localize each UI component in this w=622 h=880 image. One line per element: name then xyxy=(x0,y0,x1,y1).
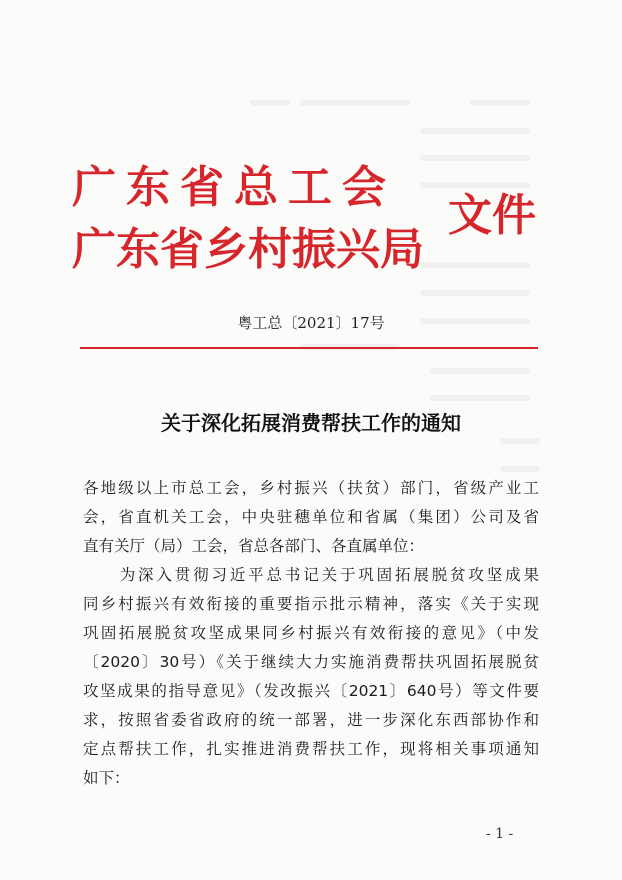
body-line: 攻坚成果的指导意见》（发改振兴〔2021〕640号）等文件要 xyxy=(83,682,539,700)
addressee-line: 直有关厅（局）工会，省总各部门、各直属单位： xyxy=(83,537,425,555)
addressee-line: 各地级以上市总工会，乡村振兴（扶贫）部门，省级产业工 xyxy=(83,479,539,497)
body-paragraph xyxy=(83,561,539,793)
issuer-federation-of-trade-unions: 广东省总工会 xyxy=(72,162,396,213)
issuer-rural-revitalization-bureau: 广东省乡村振兴局 xyxy=(72,224,424,275)
addressee-paragraph xyxy=(83,474,539,561)
document-number: 粤工总〔2021〕17号 xyxy=(237,314,385,332)
document-type-label: 文件 xyxy=(448,190,536,241)
body-line: 巩固拓展脱贫攻坚成果同乡村振兴有效衔接的意见》（中发 xyxy=(83,624,539,642)
body-line: 为深入贯彻习近平总书记关于巩固拓展脱贫攻坚成果 xyxy=(83,566,539,584)
body-line: 求，按照省委省政府的统一部署，进一步深化东西部协作和 xyxy=(83,711,539,729)
document-title: 关于深化拓展消费帮扶工作的通知 xyxy=(161,411,461,435)
body-line: 定点帮扶工作，扎实推进消费帮扶工作，现将相关事项通知 xyxy=(83,740,539,758)
addressee-line: 会，省直机关工会，中央驻穗单位和省属（集团）公司及省 xyxy=(83,508,539,526)
page-number: - 1 - xyxy=(486,826,514,842)
body-line: 同乡村振兴有效衔接的重要指示批示精神，落实《关于实现 xyxy=(83,595,539,613)
body-line: 如下： xyxy=(83,769,130,787)
red-divider-line xyxy=(80,347,538,349)
body-line: 〔2020〕30号）《关于继续大力实施消费帮扶巩固拓展脱贫 xyxy=(83,653,539,671)
